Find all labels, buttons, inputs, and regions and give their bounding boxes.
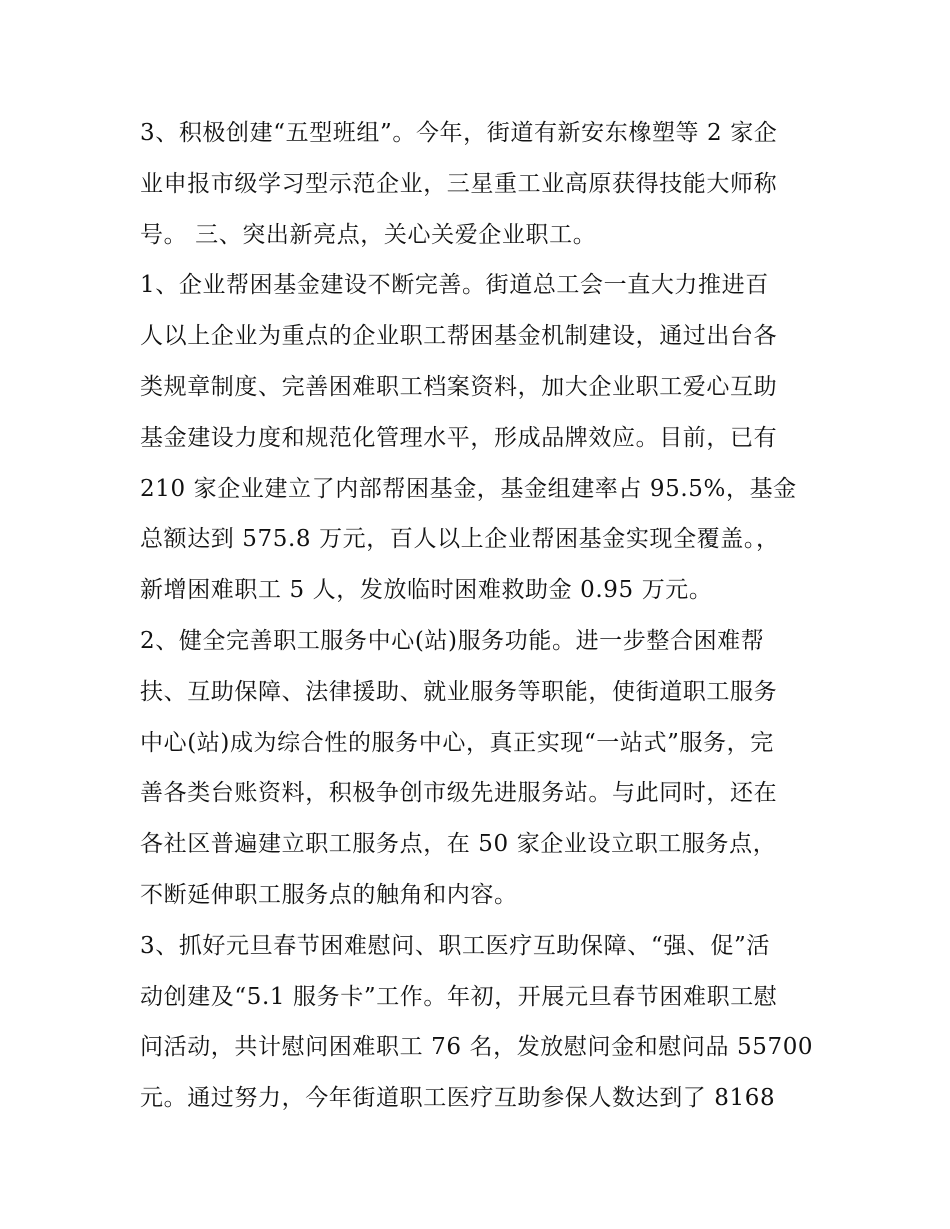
text-line: 3、抓好元旦春节困难慰问、职工医疗互助保障、“强、促”活 [140, 932, 770, 959]
document-body [140, 108, 820, 1124]
text-line: 210 家企业建立了内部帮困基金，基金组建率占 95.5%，基金 [140, 475, 797, 502]
text-line: 总额达到 575.8 万元，百人以上企业帮困基金实现全覆盖。， [140, 526, 780, 553]
text-line: 元。通过努力，今年街道职工医疗互助参保人数达到了 8168 [140, 1085, 776, 1112]
text-line: 2、健全完善职工服务中心(站)服务功能。进一步整合困难帮 [140, 627, 765, 654]
text-line: 扶、互助保障、法律援助、就业服务等职能，使街道职工服务 [140, 678, 778, 705]
text-line: 中心(站)成为综合性的服务中心，真正实现“一站式”服务，完 [140, 729, 774, 756]
text-line: 问活动，共计慰问困难职工 76 名，发放慰问金和慰问品 55700 [140, 1034, 814, 1061]
text-line: 动创建及“5.1 服务卡”工作。年初，开展元旦春节困难职工慰 [140, 983, 778, 1010]
text-line: 基金建设力度和规范化管理水平，形成品牌效应。目前，已有 [140, 424, 778, 451]
text-line: 不断延伸职工服务点的触角和内容。 [140, 881, 518, 908]
text-line: 业申报市级学习型示范企业，三星重工业高原获得技能大师称 [140, 170, 778, 197]
text-line: 3、积极创建“五型班组”。今年，街道有新安东橡塑等 2 家企 [140, 120, 778, 146]
text-line: 1、企业帮困基金建设不断完善。街道总工会一直大力推进百 [140, 272, 769, 299]
text-line: 号。 三、突出新亮点，关心关爱企业职工。 [140, 221, 597, 248]
text-line: 善各类台账资料，积极争创市级先进服务站。与此同时，还在 [140, 780, 778, 807]
text-line: 各社区普遍建立职工服务点，在 50 家企业设立职工服务点， [140, 831, 777, 858]
text-line: 新增困难职工 5 人，发放临时困难救助金 0.95 万元。 [140, 577, 713, 604]
text-line: 类规章制度、完善困难职工档案资料，加大企业职工爱心互助 [140, 373, 778, 400]
text-line: 人以上企业为重点的企业职工帮困基金机制建设，通过出台各 [140, 323, 778, 350]
